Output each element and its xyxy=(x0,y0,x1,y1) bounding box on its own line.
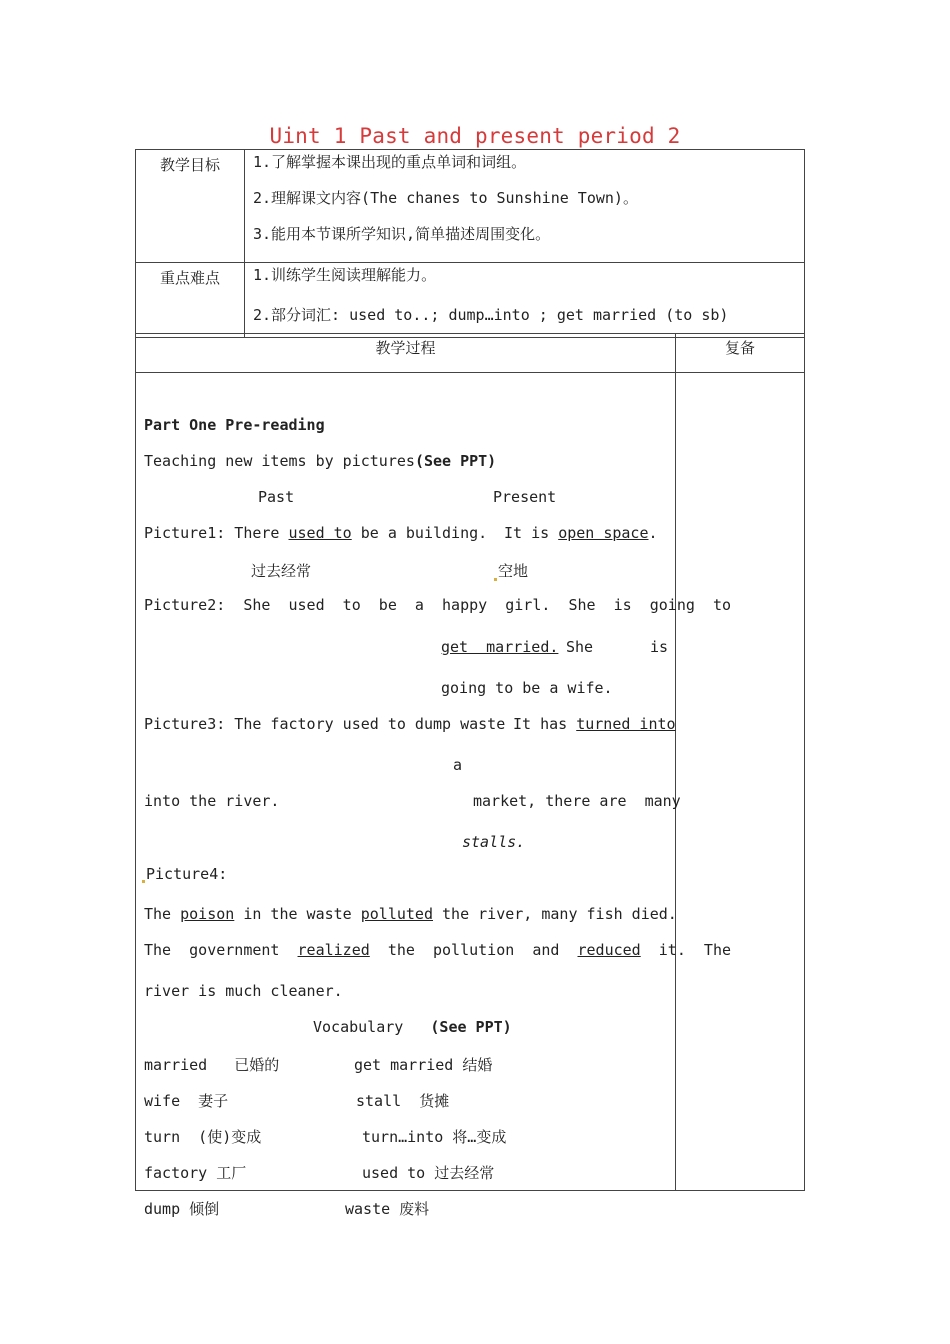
p3-market: market, there are many xyxy=(473,792,681,810)
vocab-item: get married 结婚 xyxy=(354,1056,493,1074)
vocab-item: turn (使)变成 xyxy=(144,1128,262,1146)
p1-rest: be a building. xyxy=(360,524,488,542)
realized-term: realized xyxy=(297,941,370,959)
picture2-line: Picture2: She used to be a happy girl. She is going to xyxy=(144,596,731,614)
p4-l1-b: in the waste xyxy=(243,905,352,923)
vocab-title: Vocabulary xyxy=(313,1018,404,1036)
vocab-item: married 已婚的 xyxy=(144,1056,280,1074)
p2-she: She xyxy=(566,638,594,656)
vocab-item: turn…into 将…变成 xyxy=(362,1128,507,1146)
vocab-item: stall 货摊 xyxy=(356,1092,450,1110)
key-points-row xyxy=(136,263,805,338)
vocab-item: waste 废料 xyxy=(345,1200,430,1218)
p1-cn-right-text: 空地 xyxy=(498,562,529,580)
col-present: Present xyxy=(493,488,557,506)
p1-label: Picture1: There xyxy=(144,524,280,542)
p4-l1-c: the river, many fish died. xyxy=(442,905,677,923)
reduced-term: reduced xyxy=(577,941,641,959)
key-point-item: 2.部分词汇: used to..; dump…into ; get married (to sb) xyxy=(253,306,729,324)
key-points-label: 重点难点 xyxy=(136,263,245,338)
part-title: Part One Pre-reading xyxy=(144,416,325,434)
picture4-line2 xyxy=(144,941,731,959)
poison-term: poison xyxy=(180,905,235,923)
review-header: 复备 xyxy=(676,334,805,373)
key-point-item: 1.训练学生阅读理解能力。 xyxy=(253,266,437,284)
p3-it-has: It has xyxy=(513,715,568,733)
p4-l1-a: The xyxy=(144,905,172,923)
p3-into-river: into the river. xyxy=(144,792,280,810)
see-ppt: (See PPT) xyxy=(414,452,497,470)
vocab-item: wife 妻子 xyxy=(144,1092,229,1110)
used-to-term: used to xyxy=(288,524,352,542)
objective-item: 2.理解课文内容(The chanes to Sunshine Town)。 xyxy=(253,189,638,207)
objectives-label: 教学目标 xyxy=(136,150,245,263)
teaching-text: Teaching new items by pictures xyxy=(144,452,415,470)
vocab-title-line xyxy=(313,1018,512,1036)
p1-present-a: It is xyxy=(504,524,550,542)
picture4-line1 xyxy=(144,905,677,923)
objective-item: 1.了解掌握本课出现的重点单词和词组。 xyxy=(253,153,527,171)
p3-a: a xyxy=(453,756,463,774)
picture1-present xyxy=(504,524,658,542)
objectives-table xyxy=(135,149,805,338)
p1-cn-left: 过去经常 xyxy=(251,562,312,580)
vocab-see-ppt: (See PPT) xyxy=(430,1018,512,1036)
col-past: Past xyxy=(258,488,295,506)
open-space-term: open space xyxy=(558,524,649,542)
process-content xyxy=(136,373,732,1218)
picture4-label xyxy=(141,865,227,883)
p1-period: . xyxy=(648,524,658,542)
objectives-content xyxy=(245,150,805,263)
process-table xyxy=(135,333,805,1218)
objectives-row xyxy=(136,150,805,263)
process-header-row xyxy=(136,334,805,373)
polluted-term: polluted xyxy=(360,905,433,923)
p4-label-text: Picture4: xyxy=(146,865,228,883)
objective-item: 3.能用本节课所学知识,简单描述周围变化。 xyxy=(253,225,551,243)
picture1-line xyxy=(144,524,487,542)
get-married-text: get married. xyxy=(441,638,559,656)
get-married-term xyxy=(441,638,558,656)
picture3-present xyxy=(513,715,676,733)
p2-going: going to be a wife. xyxy=(441,679,613,697)
picture4-line3: river is much cleaner. xyxy=(144,982,343,1000)
picture3-line: Picture3: The factory used to dump waste xyxy=(144,715,506,733)
page-title: Uint 1 Past and present period 2 xyxy=(269,124,681,148)
vocab-item: used to 过去经常 xyxy=(362,1164,495,1182)
p3-stalls: stalls. xyxy=(462,833,526,851)
vocab-item: factory 工厂 xyxy=(144,1164,247,1182)
turned-into-term: turned into xyxy=(576,715,676,733)
p2-is: is xyxy=(650,638,669,656)
process-body-row xyxy=(136,373,805,1191)
p4-l2-b: the pollution and xyxy=(387,941,560,959)
vocab-item: dump 倾倒 xyxy=(144,1200,220,1218)
review-column xyxy=(676,373,805,1191)
p4-l2-a: The government xyxy=(144,941,280,959)
p4-l2-c: it. The xyxy=(658,941,732,959)
key-points-content xyxy=(245,263,805,338)
teaching-line xyxy=(144,452,496,470)
process-header: 教学过程 xyxy=(136,334,676,373)
p1-cn-right xyxy=(493,560,528,581)
